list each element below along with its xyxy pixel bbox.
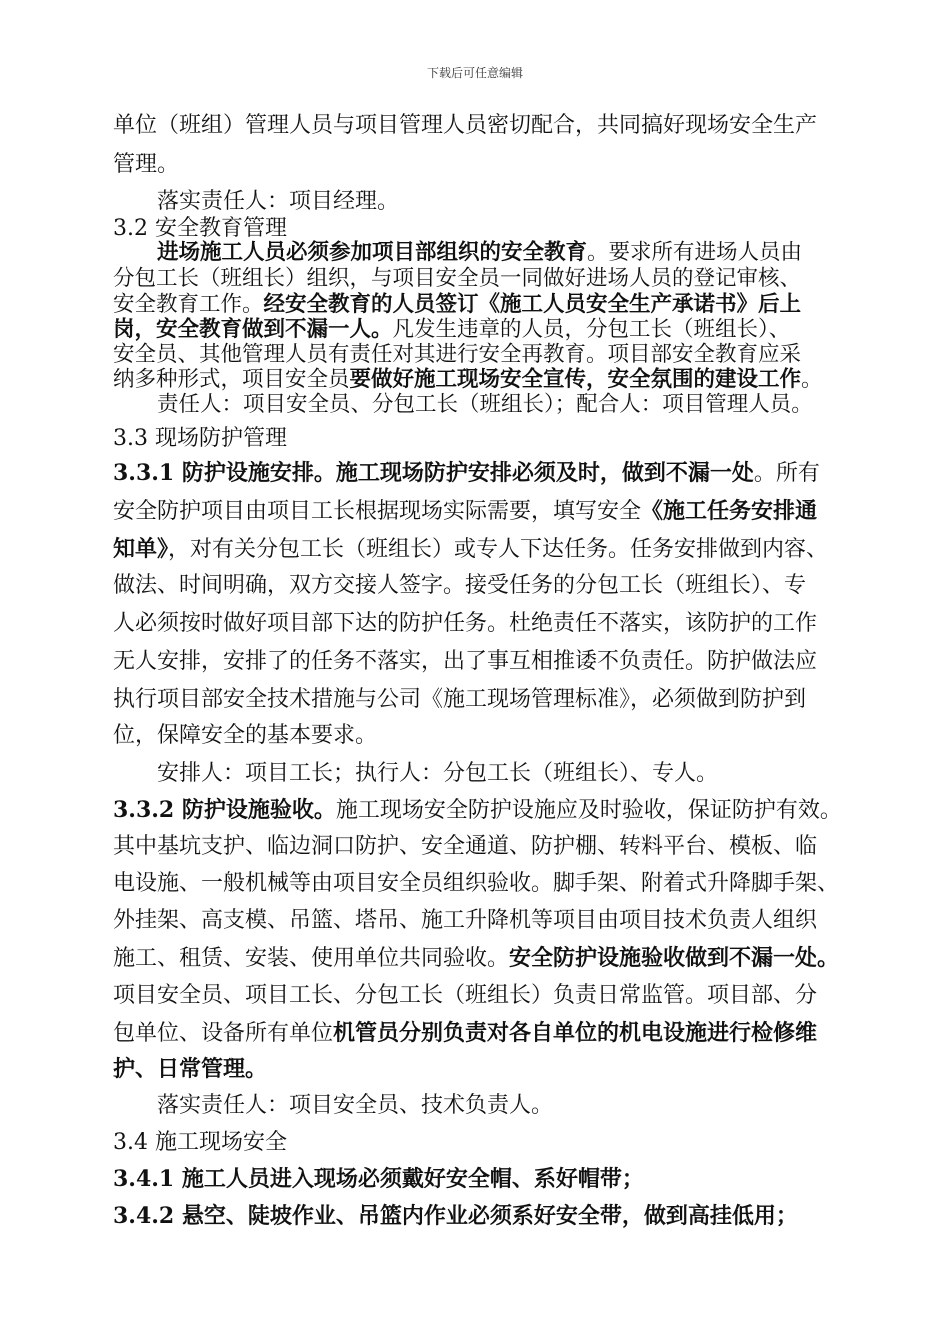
text-segment: 项目安全员、项目工长、分包工长（班组长）负责日常监管。项目部、分 [113, 983, 818, 1008]
text-segment: 电设施、一般机械等由项目安全员组织验收。脚手架、附着式升降脚手架、 [113, 871, 840, 896]
paragraph-line [113, 648, 853, 676]
bold-text-segment: 岗，安全教育做到不漏一人。 [113, 317, 393, 342]
paragraph-line [113, 796, 853, 825]
page-header: 下载后可任意编辑 [426, 66, 523, 80]
bold-text-segment: 3.3.1 防护设施安排。施工现场防护安排必须及时，做到不漏一处 [113, 460, 754, 486]
paragraph-line [113, 686, 853, 714]
text-segment: 落实责任人：项目经理。 [157, 189, 400, 214]
bold-text-segment: 要做好施工现场安全宣传，安全氛围的建设工作 [349, 367, 802, 392]
text-segment: 纳多种形式，项目安全员 [113, 367, 350, 392]
text-segment: 安全教育工作。 [113, 292, 264, 317]
bold-text-segment: 安全防护设施验收做到不漏一处。 [509, 945, 840, 971]
text-segment: 。要求所有进场人员由 [587, 240, 803, 265]
paragraph-line [157, 391, 897, 419]
text-segment: 落实责任人：项目安全员、技术负责人。 [157, 1093, 554, 1118]
paragraph-line [113, 341, 853, 369]
text-segment: 其中基坑支护、临边洞口防护、安全通道、防护棚、转料平台、模板、临 [113, 834, 818, 859]
text-segment: 凡发生违章的人员，分包工长（班组长）、 [392, 317, 791, 342]
text-segment: 。所有 [753, 461, 820, 486]
paragraph-line [113, 944, 853, 973]
paragraph-line [113, 833, 853, 861]
section-heading [113, 1128, 853, 1157]
bold-text-segment: 机管员分别负责对各自单位的机电设施进行检修维 [333, 1020, 818, 1046]
text-segment: 。 [801, 367, 823, 392]
paragraph-line [113, 1165, 853, 1194]
paragraph-line [113, 265, 853, 293]
text-segment: 位，保障安全的基本要求。 [113, 723, 378, 748]
text-segment: 外挂架、高支模、吊篮、塔吊、施工升降机等项目由项目技术负责人组织 [113, 908, 818, 933]
paragraph-line [157, 188, 897, 216]
text-segment: ，对有关分包工长（班组长）或专人下达任务。任务安排做到内容、 [168, 537, 829, 562]
paragraph-line [113, 497, 853, 526]
text-segment: 施工、租赁、安装、使用单位共同验收。 [113, 946, 510, 971]
text-segment: 施工现场安全防护设施应及时验收，保证防护有效。 [335, 798, 842, 823]
text-segment: 单位（班组）管理人员与项目管理人员密切配合，共同搞好现场安全生产 [113, 113, 818, 138]
paragraph-line [113, 610, 853, 638]
paragraph-line [113, 291, 853, 319]
text-segment: 安排人：项目工长；执行人：分包工长（班组长）、专人。 [157, 761, 719, 786]
text-segment: 包单位、设备所有单位 [113, 1021, 334, 1046]
text-segment: 责任人：项目安全员、分包工长（班组长）；配合人：项目管理人员。 [157, 392, 813, 417]
section-heading [113, 424, 853, 453]
text-segment: 人必须按时做好项目部下达的防护任务。杜绝责任不落实，该防护的工作 [113, 611, 818, 636]
paragraph-line [113, 870, 853, 898]
text-segment: 无人安排，安排了的任务不落实，出了事互相推诿不负责任。防护做法应 [113, 649, 818, 674]
paragraph-line [113, 1202, 853, 1231]
paragraph-line [113, 112, 853, 140]
paragraph-line [157, 1092, 897, 1120]
paragraph-line [113, 1055, 853, 1084]
text-segment: 3.4 施工现场安全 [113, 1130, 287, 1155]
paragraph-line [113, 1019, 853, 1048]
bold-text-segment: 《施工任务安排通 [641, 498, 818, 524]
text-segment: 3.3 现场防护管理 [113, 426, 287, 451]
paragraph-line [113, 907, 853, 935]
paragraph-line [157, 760, 897, 788]
paragraph-line [113, 572, 853, 600]
paragraph-line [113, 535, 853, 564]
text-segment: 安全防护项目由项目工长根据现场实际需要，填写安全 [113, 499, 642, 524]
bold-text-segment: 3.4.2 悬空、陡坡作业、吊篮内作业必须系好安全带，做到高挂低用； [113, 1203, 798, 1229]
text-segment: 安全员、其他管理人员有责任对其进行安全再教育。项目部安全教育应采 [113, 342, 802, 367]
paragraph-line [113, 151, 853, 179]
paragraph-line [113, 366, 853, 394]
text-segment: 分包工长（班组长）组织，与项目安全员一同做好进场人员的登记审核、 [113, 266, 802, 291]
text-segment: 做法、时间明确，双方交接人签字。接受任务的分包工长（班组长）、专 [113, 573, 807, 598]
text-segment: 3.2 安全教育管理 [113, 216, 287, 241]
paragraph-line [157, 239, 897, 267]
text-segment: 执行项目部安全技术措施与公司《施工现场管理标准》，必须做到防护到 [113, 687, 807, 712]
paragraph-line [113, 459, 853, 488]
bold-text-segment: 3.4.1 施工人员进入现场必须戴好安全帽、系好帽带； [113, 1166, 644, 1192]
bold-text-segment: 3.3.2 防护设施验收。 [113, 797, 336, 823]
bold-text-segment: 进场施工人员必须参加项目部组织的安全教育 [157, 240, 588, 265]
bold-text-segment: 护、日常管理。 [113, 1056, 268, 1082]
text-segment: 管理。 [113, 152, 180, 177]
bold-text-segment: 经安全教育的人员签订《施工人员安全生产承诺书》后上 [263, 292, 802, 317]
paragraph-line [113, 982, 853, 1010]
bold-text-segment: 知单》 [113, 536, 169, 562]
paragraph-line [113, 316, 853, 344]
paragraph-line [113, 722, 853, 750]
